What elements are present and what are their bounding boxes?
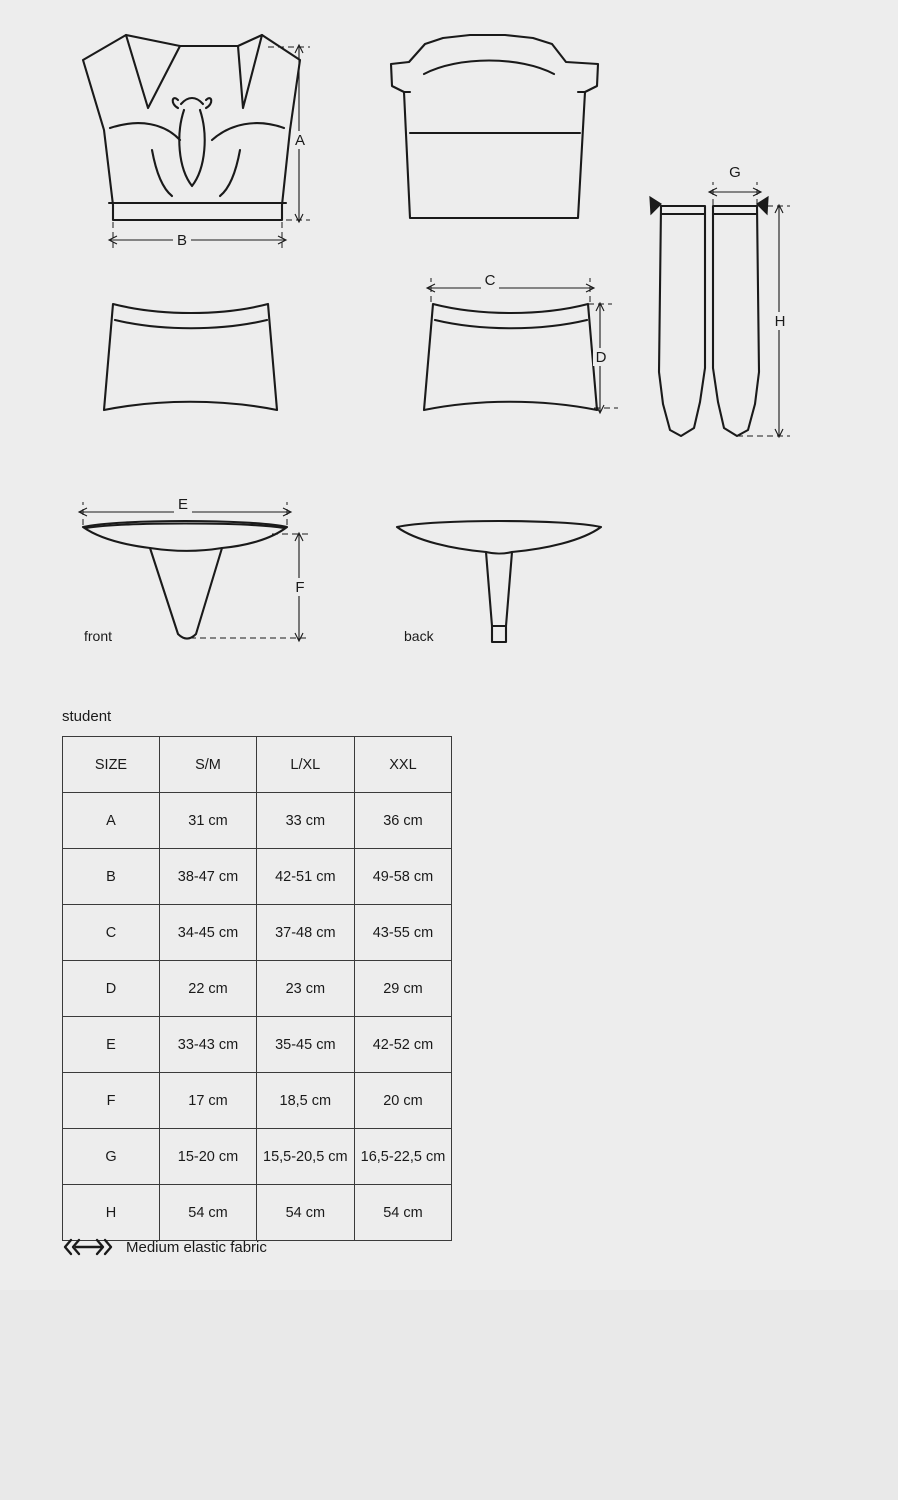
row-key: B bbox=[63, 849, 160, 905]
table-header-row bbox=[63, 737, 452, 793]
table-header-sm: S/M bbox=[160, 737, 257, 793]
row-key: G bbox=[63, 1129, 160, 1185]
skirt-back-drawing bbox=[424, 271, 618, 413]
row-key: A bbox=[63, 793, 160, 849]
skirt-front-drawing bbox=[104, 304, 277, 410]
row-value-xxl: 54 cm bbox=[354, 1185, 452, 1241]
row-value-sm: 31 cm bbox=[160, 793, 257, 849]
table-row bbox=[63, 961, 452, 1017]
dimension-label-e: E bbox=[177, 496, 189, 513]
double-arrow-elastic-icon bbox=[62, 1238, 114, 1256]
row-value-sm: 22 cm bbox=[160, 961, 257, 1017]
dimension-c bbox=[427, 271, 594, 302]
row-key: D bbox=[63, 961, 160, 1017]
size-table bbox=[62, 736, 452, 1241]
table-header-lxl: L/XL bbox=[257, 737, 355, 793]
row-value-lxl: 35-45 cm bbox=[257, 1017, 355, 1073]
table-row bbox=[63, 1073, 452, 1129]
row-value-xxl: 49-58 cm bbox=[354, 849, 452, 905]
row-value-xxl: 20 cm bbox=[354, 1073, 452, 1129]
table-row bbox=[63, 849, 452, 905]
row-value-sm: 38-47 cm bbox=[160, 849, 257, 905]
row-value-xxl: 43-55 cm bbox=[354, 905, 452, 961]
elasticity-footnote-label: Medium elastic fabric bbox=[126, 1238, 267, 1256]
dimension-b bbox=[109, 222, 286, 249]
table-row bbox=[63, 1185, 452, 1241]
table-row bbox=[63, 1129, 452, 1185]
row-value-lxl: 37-48 cm bbox=[257, 905, 355, 961]
row-value-lxl: 18,5 cm bbox=[257, 1073, 355, 1129]
thong-back-drawing bbox=[397, 521, 601, 644]
garment-technical-drawings bbox=[0, 0, 898, 700]
view-label-back: back bbox=[404, 628, 434, 644]
row-value-lxl: 15,5-20,5 cm bbox=[257, 1129, 355, 1185]
row-value-sm: 33-43 cm bbox=[160, 1017, 257, 1073]
stockings-drawing bbox=[650, 159, 790, 437]
thong-front-drawing bbox=[79, 495, 308, 644]
dimension-label-h: H bbox=[774, 313, 786, 330]
row-value-sm: 34-45 cm bbox=[160, 905, 257, 961]
row-value-lxl: 54 cm bbox=[257, 1185, 355, 1241]
table-header-size: SIZE bbox=[63, 737, 160, 793]
dimension-label-b: B bbox=[176, 232, 188, 249]
row-value-lxl: 33 cm bbox=[257, 793, 355, 849]
dimension-label-d: D bbox=[595, 349, 607, 366]
page-margin-bottom bbox=[0, 1290, 898, 1500]
row-value-xxl: 16,5-22,5 cm bbox=[354, 1129, 452, 1185]
row-value-sm: 17 cm bbox=[160, 1073, 257, 1129]
view-label-front: front bbox=[84, 628, 113, 644]
dimension-label-c: C bbox=[484, 272, 496, 289]
row-value-sm: 54 cm bbox=[160, 1185, 257, 1241]
row-value-xxl: 36 cm bbox=[354, 793, 452, 849]
dimension-label-f: F bbox=[295, 579, 305, 596]
elasticity-footnote bbox=[62, 1238, 267, 1256]
table-row bbox=[63, 793, 452, 849]
dimension-label-a: A bbox=[294, 132, 306, 149]
row-key: E bbox=[63, 1017, 160, 1073]
dimension-label-g: G bbox=[729, 164, 741, 181]
top-back-drawing bbox=[391, 35, 598, 218]
table-row bbox=[63, 1017, 452, 1073]
table-row bbox=[63, 905, 452, 961]
row-value-lxl: 42-51 cm bbox=[257, 849, 355, 905]
row-value-xxl: 42-52 cm bbox=[354, 1017, 452, 1073]
row-key: F bbox=[63, 1073, 160, 1129]
row-key: H bbox=[63, 1185, 160, 1241]
row-value-lxl: 23 cm bbox=[257, 961, 355, 1017]
table-caption: student bbox=[62, 708, 112, 725]
row-key: C bbox=[63, 905, 160, 961]
row-value-xxl: 29 cm bbox=[354, 961, 452, 1017]
table-header-xxl: XXL bbox=[354, 737, 452, 793]
dimension-g bbox=[709, 159, 761, 205]
row-value-sm: 15-20 cm bbox=[160, 1129, 257, 1185]
top-front-drawing bbox=[83, 35, 310, 249]
